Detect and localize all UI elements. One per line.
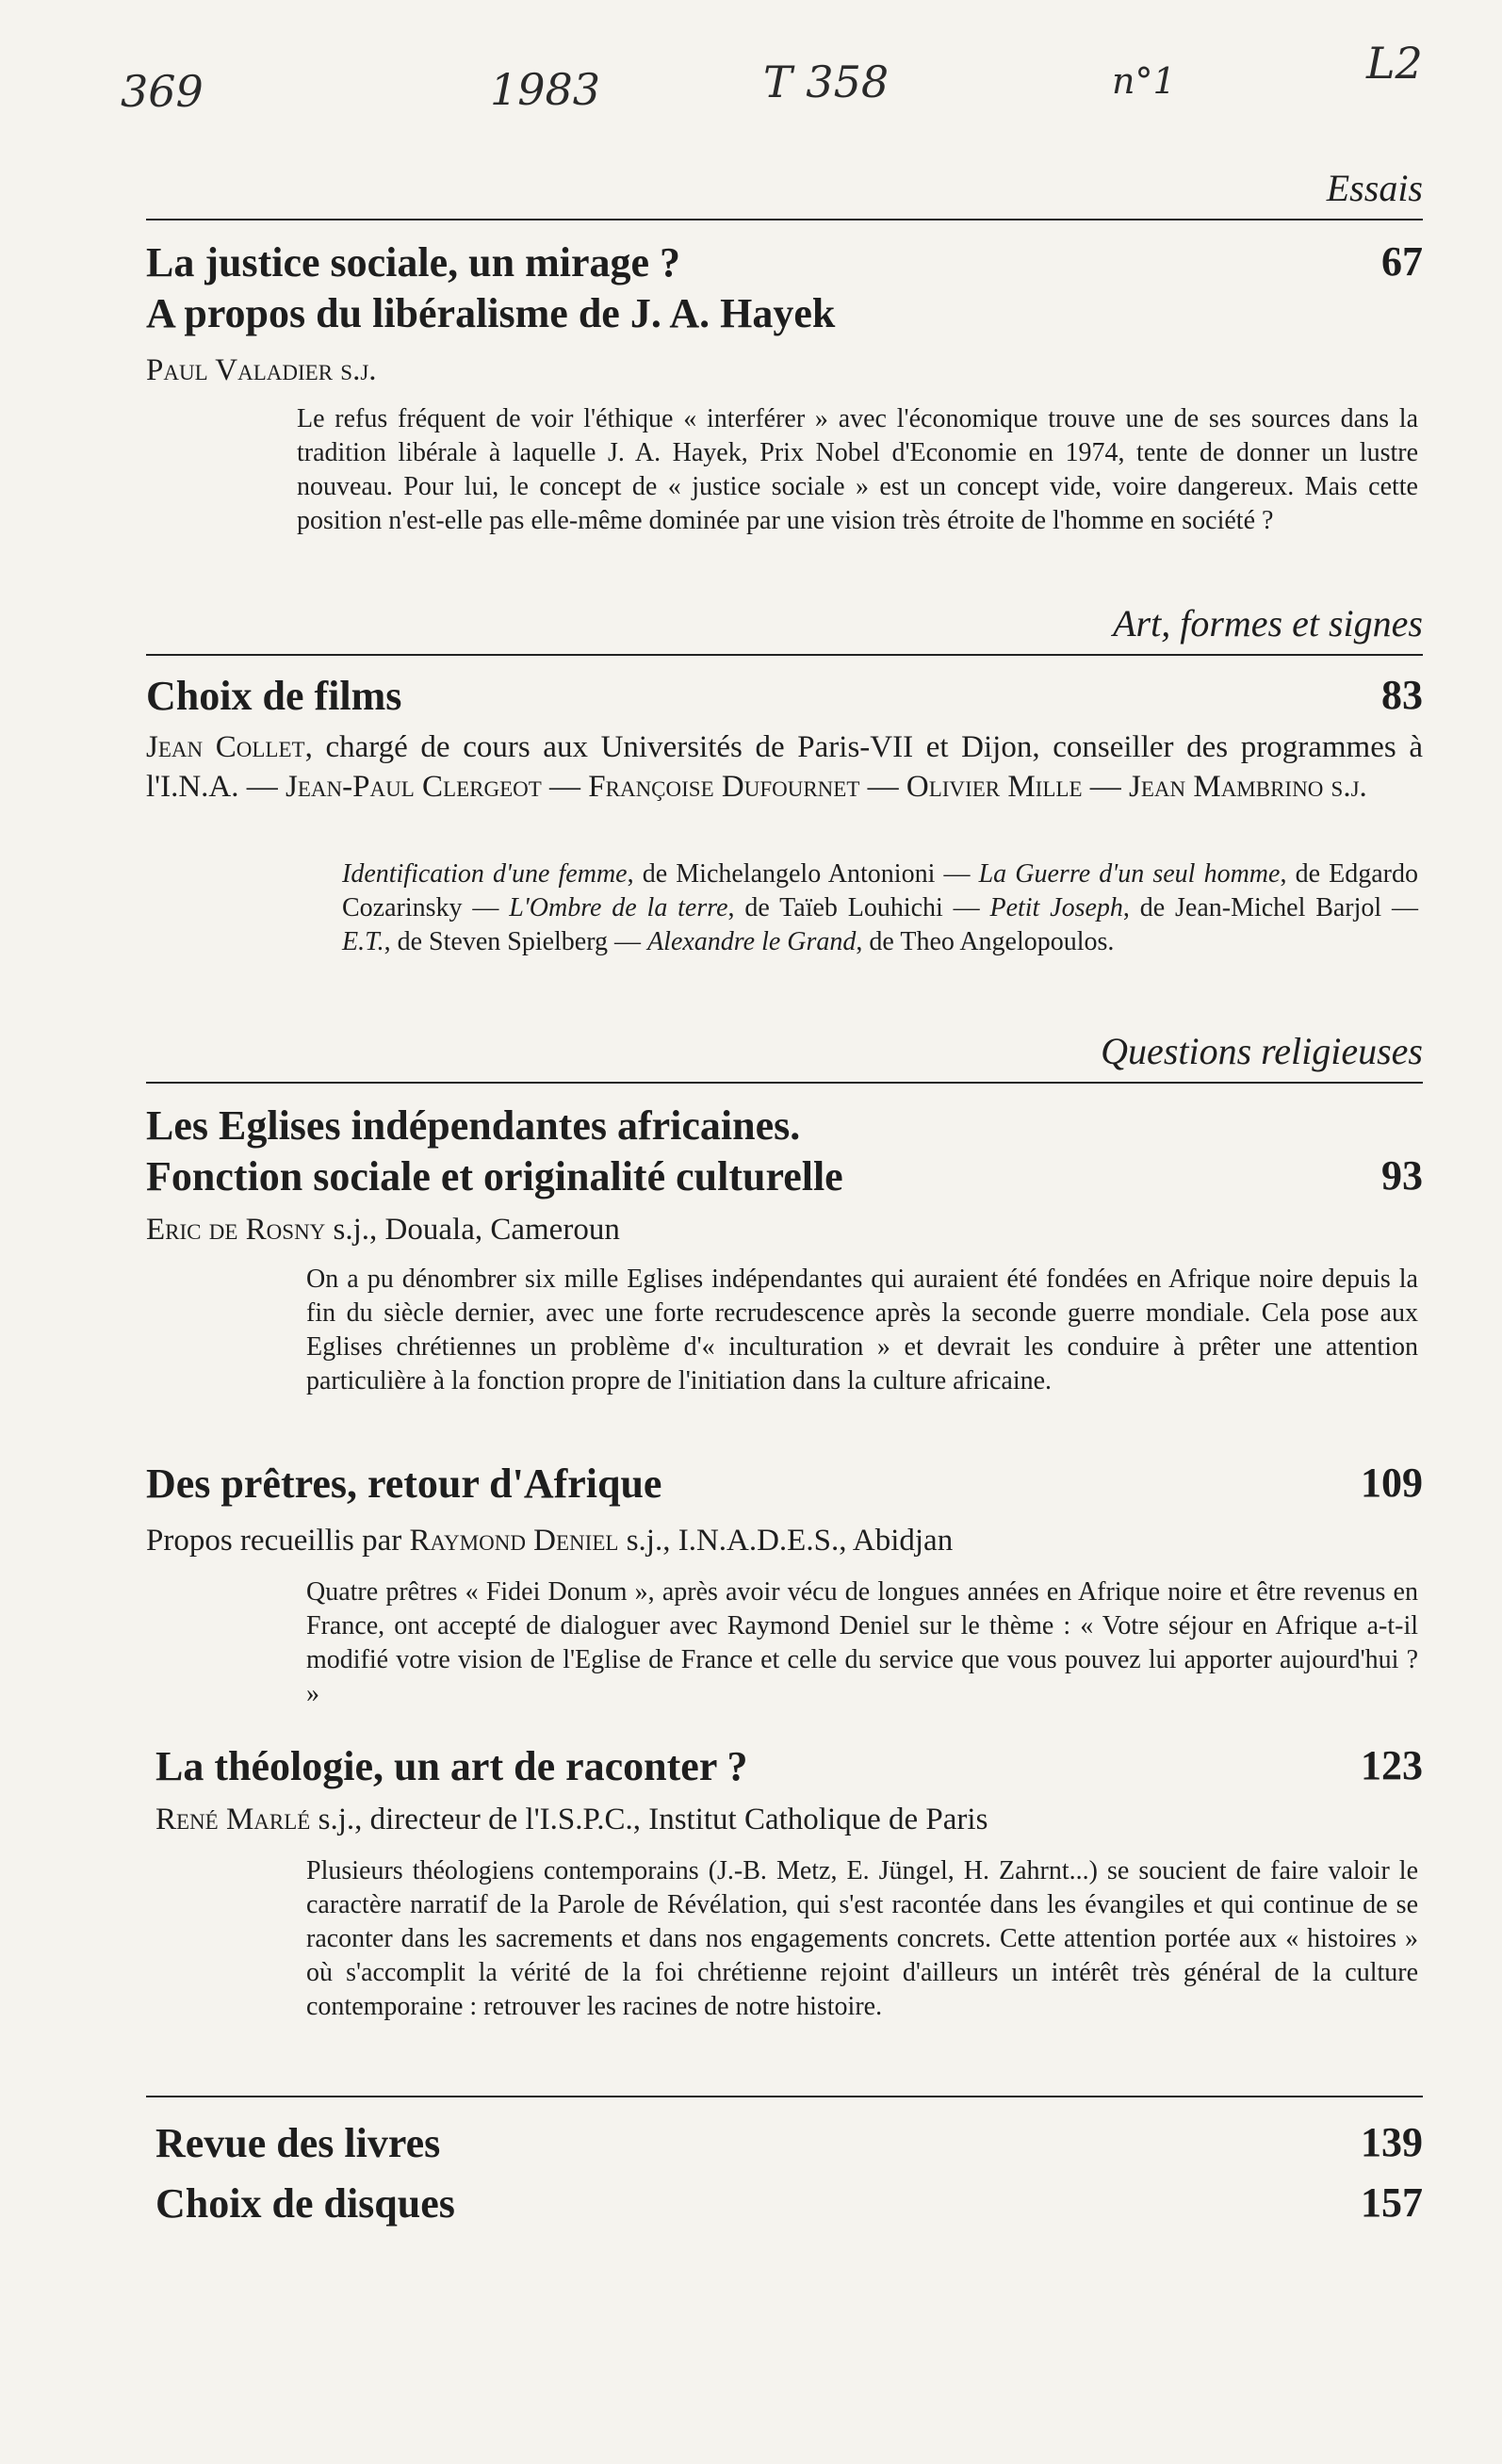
article-authors bbox=[146, 727, 1423, 807]
film-title: E.T. bbox=[342, 927, 384, 956]
film-director: , de Edgardo Cozarinsky — bbox=[342, 859, 1418, 922]
film-title: Petit Joseph bbox=[989, 893, 1123, 922]
page-number: 93 bbox=[1381, 1152, 1423, 1199]
film-title: L'Ombre de la terre bbox=[509, 893, 728, 922]
page-number: 109 bbox=[1361, 1460, 1423, 1506]
article-summary: Plusieurs théologiens contemporains (J.-B. Metz, E. Jüngel, H. Zahrnt...) se soucient de faire valoir le caractère narratif de la Parole de Révélation, qui s'est racontée dans les évangiles et qui continue de se raconter dans les sacrements et dans nos engagements concrets. Cette attention portée aux « histoires » où s'accomplit la vérité de la foi chrétienne rejoint d'ailleurs un intérêt très général de la culture contemporaine : retrouver les racines de notre histoire. bbox=[306, 1856, 1418, 2021]
handwritten-annotations bbox=[0, 38, 1502, 141]
article-author bbox=[146, 1210, 620, 1249]
page-number: 123 bbox=[1361, 1742, 1423, 1788]
film-director: , de Steven Spielberg — bbox=[384, 927, 648, 956]
handwritten-number: 369 bbox=[121, 66, 204, 117]
page-number: 67 bbox=[1381, 238, 1423, 285]
section-rule bbox=[146, 654, 1423, 656]
section-heading-essais: Essais bbox=[1326, 167, 1423, 209]
author-prefix: Propos recueillis par bbox=[146, 1524, 410, 1558]
handwritten-year: 1983 bbox=[490, 64, 601, 115]
article-title-line2: A propos du libéralisme de J. A. Hayek bbox=[146, 290, 836, 336]
article-title-line2: Fonction sociale et originalité culturelle bbox=[146, 1153, 843, 1199]
article-title: Des prêtres, retour d'Afrique bbox=[146, 1460, 662, 1507]
article-author bbox=[155, 1800, 988, 1839]
author-name: Eric de Rosny bbox=[146, 1213, 326, 1247]
article-author: Paul Valadier s.j. bbox=[146, 353, 377, 387]
author-affiliation: , chargé de cours aux Universités de Paris-VII et Dijon, conseiller des programmes à l'I.N.A. — bbox=[146, 730, 1423, 804]
article-summary: Quatre prêtres « Fidei Donum », après avoir vécu de longues années en Afrique noire et être revenus en France, ont accepté de dialoguer avec Raymond Deniel sur le thème : « Votre séjour en Afrique a-t-il modifié votre vision de l'Eglise de France et celle du service que vous pouvez lui apporter aujourd'hui ? » bbox=[306, 1577, 1418, 1708]
author-affiliation: s.j., directeur de l'I.S.P.C., Institut Catholique de Paris bbox=[310, 1803, 988, 1836]
section-rule bbox=[146, 219, 1423, 220]
author-name: René Marlé bbox=[155, 1803, 311, 1836]
film-list bbox=[342, 857, 1418, 959]
author-affiliation: s.j., I.N.A.D.E.S., Abidjan bbox=[618, 1524, 954, 1558]
article-title: La justice sociale, un mirage ? bbox=[146, 239, 681, 286]
film-director: , de Michelangelo Antonioni — bbox=[627, 859, 979, 889]
article-author bbox=[146, 1521, 953, 1560]
film-title: Identification d'une femme bbox=[342, 859, 628, 889]
handwritten-volume: T 358 bbox=[763, 57, 890, 107]
section-heading-questions: Questions religieuses bbox=[1101, 1030, 1423, 1072]
film-director: , de Jean-Michel Barjol — bbox=[1122, 893, 1419, 922]
article-title: Choix de films bbox=[146, 673, 402, 719]
page-number: 83 bbox=[1381, 672, 1423, 718]
author-affiliation: s.j., Douala, Cameroun bbox=[325, 1213, 620, 1247]
film-title: La Guerre d'un seul homme bbox=[978, 859, 1281, 889]
page-number: 139 bbox=[1361, 2119, 1423, 2165]
article-summary: Le refus fréquent de voir l'éthique « interférer » avec l'économique trouve une de ses sources dans la tradition libérale à laquelle J. A. Hayek, Prix Nobel d'Economie en 1974, tente de donner un lustre nouveau. Pour lui, le concept de « justice sociale » est un concept vide, voire dangereux. Mais cette position n'est-elle pas elle-même dominée par une vision très étroite de l'homme en société ? bbox=[297, 404, 1418, 535]
article-title: Les Eglises indépendantes africaines. bbox=[146, 1102, 801, 1149]
article-summary: On a pu dénombrer six mille Eglises indépendantes qui auraient été fondées en Afrique noire depuis la fin du siècle dernier, avec une forte recrudescence après la seconde guerre mondiale. Cela pose aux Eglises chrétiennes un problème d'« inculturation » et devrait les conduire à prêter une attention particulière à la fonction propre de l'initiation dans la culture africaine. bbox=[306, 1265, 1418, 1395]
page-number: 157 bbox=[1361, 2179, 1423, 2226]
film-director: , de Theo Angelopoulos. bbox=[856, 927, 1115, 956]
section-rule bbox=[146, 2096, 1423, 2097]
co-authors: Jean-Paul Clergeot — Françoise Dufournet — Olivier Mille — Jean Mambrino s.j. bbox=[286, 770, 1367, 804]
author-name: Jean Collet bbox=[146, 730, 305, 764]
article-title: Revue des livres bbox=[155, 2120, 441, 2166]
film-title: Alexandre le Grand bbox=[647, 927, 857, 956]
author-name: Raymond Deniel bbox=[409, 1524, 619, 1558]
article-title: La théologie, un art de raconter ? bbox=[155, 1743, 748, 1789]
handwritten-code: L2 bbox=[1366, 38, 1423, 89]
section-heading-art: Art, formes et signes bbox=[1113, 602, 1423, 645]
handwritten-issue: n°1 bbox=[1112, 60, 1176, 102]
article-title: Choix de disques bbox=[155, 2180, 455, 2227]
section-rule bbox=[146, 1082, 1423, 1084]
film-director: , de Taïeb Louhichi — bbox=[727, 893, 990, 922]
